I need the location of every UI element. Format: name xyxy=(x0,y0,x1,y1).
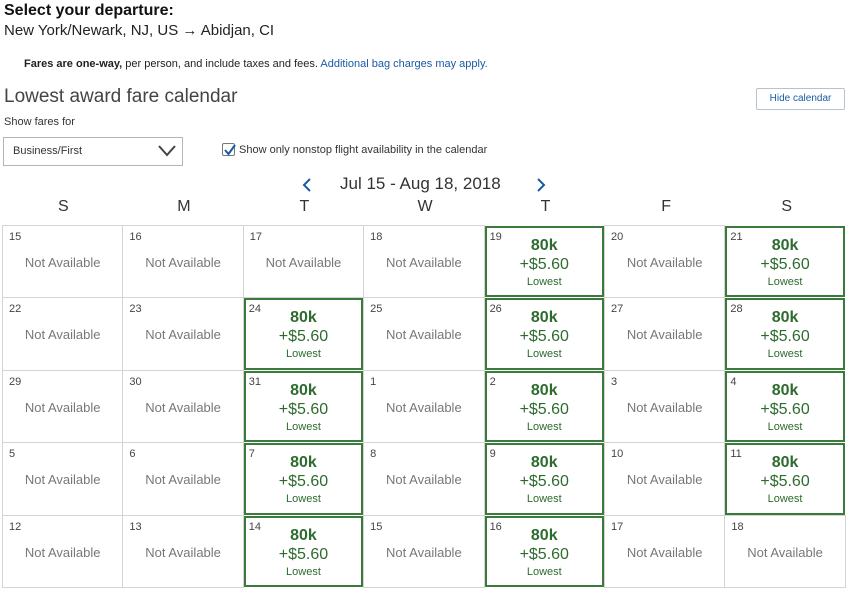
weekday-label: S xyxy=(781,198,793,215)
weekday-label: T xyxy=(299,198,310,215)
award-taxes: +$5.60 xyxy=(760,400,810,418)
award-taxes: +$5.60 xyxy=(760,328,810,346)
calendar-day-available[interactable] xyxy=(485,443,604,514)
calendar-day-available[interactable] xyxy=(244,298,363,369)
nonstop-filter[interactable] xyxy=(222,143,487,156)
lowest-fare-label: Lowest xyxy=(526,420,562,433)
lowest-fare-label: Lowest xyxy=(526,493,562,506)
show-fares-label: Show fares for xyxy=(4,116,75,128)
fare-note-text: per person, and include taxes and fees. xyxy=(122,58,318,70)
calendar-day-unavailable xyxy=(2,442,123,515)
route-summary: New York/Newark, NJ, US → Abidjan, CI xyxy=(4,22,275,39)
day-number: 23 xyxy=(129,303,142,316)
not-available-label: Not Available xyxy=(386,472,462,488)
chevron-right-icon[interactable] xyxy=(534,177,548,193)
not-available-label: Not Available xyxy=(626,472,703,488)
calendar-day-available[interactable] xyxy=(244,371,363,442)
lowest-fare-label: Lowest xyxy=(767,276,803,288)
calendar-day-unavailable xyxy=(2,225,123,298)
day-number: 15 xyxy=(9,231,22,243)
award-taxes: +$5.60 xyxy=(278,328,329,346)
calendar-day-unavailable xyxy=(122,515,243,588)
lowest-fare-label: Lowest xyxy=(286,420,321,433)
day-number: 19 xyxy=(489,231,502,243)
lowest-fare-label: Lowest xyxy=(767,348,803,361)
not-available-label: Not Available xyxy=(626,255,703,270)
award-miles: 80k xyxy=(771,309,799,327)
day-number: 2 xyxy=(489,375,496,388)
calendar-day-unavailable xyxy=(363,442,484,515)
not-available-label: Not Available xyxy=(626,544,703,560)
not-available-label: Not Available xyxy=(24,327,101,343)
fare-note-bold: Fares are one-way, xyxy=(24,58,123,70)
not-available-label: Not Available xyxy=(386,327,462,343)
weekday-label: S xyxy=(57,198,69,215)
calendar-day-available[interactable] xyxy=(485,371,604,442)
not-available-label: Not Available xyxy=(747,544,823,560)
calendar-day-unavailable xyxy=(122,442,243,515)
not-available-label: Not Available xyxy=(145,544,221,560)
day-number: 12 xyxy=(9,520,22,533)
day-number: 11 xyxy=(730,448,742,461)
award-miles: 80k xyxy=(771,237,799,254)
lowest-fare-label: Lowest xyxy=(526,565,562,578)
day-number: 26 xyxy=(489,303,502,316)
month-navigation xyxy=(0,174,850,196)
award-miles: 80k xyxy=(530,381,558,399)
day-number: 4 xyxy=(730,375,737,388)
award-taxes: +$5.60 xyxy=(278,473,329,491)
award-taxes: +$5.60 xyxy=(278,545,329,563)
day-number: 15 xyxy=(370,520,383,533)
calendar-day-available[interactable] xyxy=(725,443,844,514)
day-number: 14 xyxy=(248,520,262,533)
fare-note xyxy=(24,58,488,70)
not-available-label: Not Available xyxy=(145,327,221,343)
chevron-down-icon xyxy=(158,145,176,157)
not-available-label: Not Available xyxy=(386,544,462,560)
day-number: 28 xyxy=(730,303,743,316)
calendar-day-available[interactable] xyxy=(485,298,604,369)
not-available-label: Not Available xyxy=(626,399,703,415)
day-number: 17 xyxy=(610,520,624,533)
day-number: 30 xyxy=(129,375,142,388)
day-number: 22 xyxy=(9,303,22,316)
calendar-day-available[interactable] xyxy=(725,371,844,442)
calendar-day-available[interactable] xyxy=(485,516,604,587)
award-taxes: +$5.60 xyxy=(519,545,569,563)
weekday-label: W xyxy=(417,198,433,215)
calendar-day-unavailable xyxy=(363,370,484,443)
award-miles: 80k xyxy=(771,454,799,472)
day-number: 9 xyxy=(489,448,496,461)
day-number: 3 xyxy=(610,375,618,388)
day-number: 10 xyxy=(610,448,624,461)
day-number: 8 xyxy=(370,448,377,461)
lowest-fare-label: Lowest xyxy=(526,348,562,361)
calendar-day-available[interactable] xyxy=(725,226,844,297)
calendar-day-available[interactable] xyxy=(244,516,363,587)
lowest-fare-label: Lowest xyxy=(286,493,321,506)
nonstop-label: Show only nonstop flight availability in the calendar xyxy=(239,143,488,156)
day-number: 1 xyxy=(370,375,377,388)
day-number: 18 xyxy=(370,231,383,243)
award-miles: 80k xyxy=(771,381,799,399)
cabin-class-value: Business/First xyxy=(13,145,83,157)
not-available-label: Not Available xyxy=(24,544,101,560)
not-available-label: Not Available xyxy=(626,327,703,343)
calendar-day-unavailable xyxy=(604,225,725,298)
award-miles: 80k xyxy=(530,237,558,254)
day-number: 16 xyxy=(489,520,502,533)
calendar-day-unavailable xyxy=(604,297,725,370)
award-miles: 80k xyxy=(290,526,317,544)
day-number: 21 xyxy=(730,231,743,243)
day-number: 29 xyxy=(9,375,22,388)
day-number: 31 xyxy=(248,375,262,388)
day-number: 25 xyxy=(370,303,383,316)
bag-charges-link[interactable]: Additional bag charges may apply. xyxy=(320,58,488,70)
calendar-day-unavailable xyxy=(243,225,364,298)
day-number: 18 xyxy=(731,520,744,533)
calendar-day-available[interactable] xyxy=(485,226,604,297)
checkmark-icon xyxy=(223,143,237,157)
not-available-label: Not Available xyxy=(145,472,221,488)
day-number: 24 xyxy=(248,303,262,316)
lowest-fare-label: Lowest xyxy=(526,276,562,288)
calendar-day-unavailable xyxy=(2,370,123,443)
award-taxes: +$5.60 xyxy=(760,473,810,491)
day-number: 13 xyxy=(129,520,142,533)
award-miles: 80k xyxy=(290,381,317,399)
calendar-day-unavailable xyxy=(604,442,725,515)
award-miles: 80k xyxy=(530,309,558,327)
nonstop-checkbox[interactable] xyxy=(222,143,235,156)
day-number: 7 xyxy=(248,448,255,461)
cabin-class-select[interactable] xyxy=(3,137,183,166)
weekday-label: T xyxy=(540,198,551,215)
day-number: 16 xyxy=(129,231,142,243)
award-taxes: +$5.60 xyxy=(519,400,569,418)
calendar-title: Lowest award fare calendar xyxy=(4,86,238,107)
award-miles: 80k xyxy=(530,454,558,472)
calendar-day-unavailable xyxy=(363,297,484,370)
calendar-day-unavailable xyxy=(122,225,243,298)
award-taxes: +$5.60 xyxy=(278,400,329,418)
lowest-fare-label: Lowest xyxy=(767,493,803,506)
not-available-label: Not Available xyxy=(24,399,101,415)
calendar-day-unavailable xyxy=(2,297,123,370)
not-available-label: Not Available xyxy=(386,399,462,415)
award-miles: 80k xyxy=(290,454,317,472)
not-available-label: Not Available xyxy=(145,255,221,270)
not-available-label: Not Available xyxy=(386,255,462,270)
hide-calendar-button[interactable]: Hide calendar xyxy=(756,88,845,110)
calendar-day-unavailable xyxy=(363,515,484,588)
award-miles: 80k xyxy=(290,309,317,327)
calendar-day-unavailable xyxy=(604,515,725,588)
day-number: 27 xyxy=(610,303,624,316)
date-range-label: Jul 15 - Aug 18, 2018 xyxy=(340,174,501,193)
weekday-label: M xyxy=(177,198,191,215)
not-available-label: Not Available xyxy=(24,255,101,270)
calendar-day-unavailable xyxy=(2,515,123,588)
page-title: Select your departure: xyxy=(4,2,174,19)
calendar-day-unavailable xyxy=(604,370,725,443)
calendar-day-unavailable xyxy=(122,297,243,370)
award-taxes: +$5.60 xyxy=(519,473,569,491)
not-available-label: Not Available xyxy=(24,472,101,488)
calendar-day-unavailable xyxy=(122,370,243,443)
day-number: 6 xyxy=(129,448,136,461)
day-number: 5 xyxy=(9,448,16,461)
lowest-fare-label: Lowest xyxy=(286,565,321,578)
award-taxes: +$5.60 xyxy=(519,256,569,273)
not-available-label: Not Available xyxy=(265,255,342,270)
award-taxes: +$5.60 xyxy=(760,256,810,273)
day-number: 17 xyxy=(249,231,263,243)
award-miles: 80k xyxy=(530,526,558,544)
not-available-label: Not Available xyxy=(145,399,221,415)
calendar-day-unavailable xyxy=(724,515,845,588)
chevron-left-icon[interactable] xyxy=(300,177,314,193)
calendar-day-available[interactable] xyxy=(244,443,363,514)
lowest-fare-label: Lowest xyxy=(286,348,321,361)
day-number: 20 xyxy=(610,231,624,243)
award-taxes: +$5.60 xyxy=(519,328,569,346)
calendar-day-available[interactable] xyxy=(725,298,844,369)
lowest-fare-label: Lowest xyxy=(767,420,803,433)
weekday-label: F xyxy=(661,198,672,215)
calendar-grid xyxy=(3,226,846,588)
calendar-day-unavailable xyxy=(363,225,484,298)
weekday-header xyxy=(3,198,847,220)
